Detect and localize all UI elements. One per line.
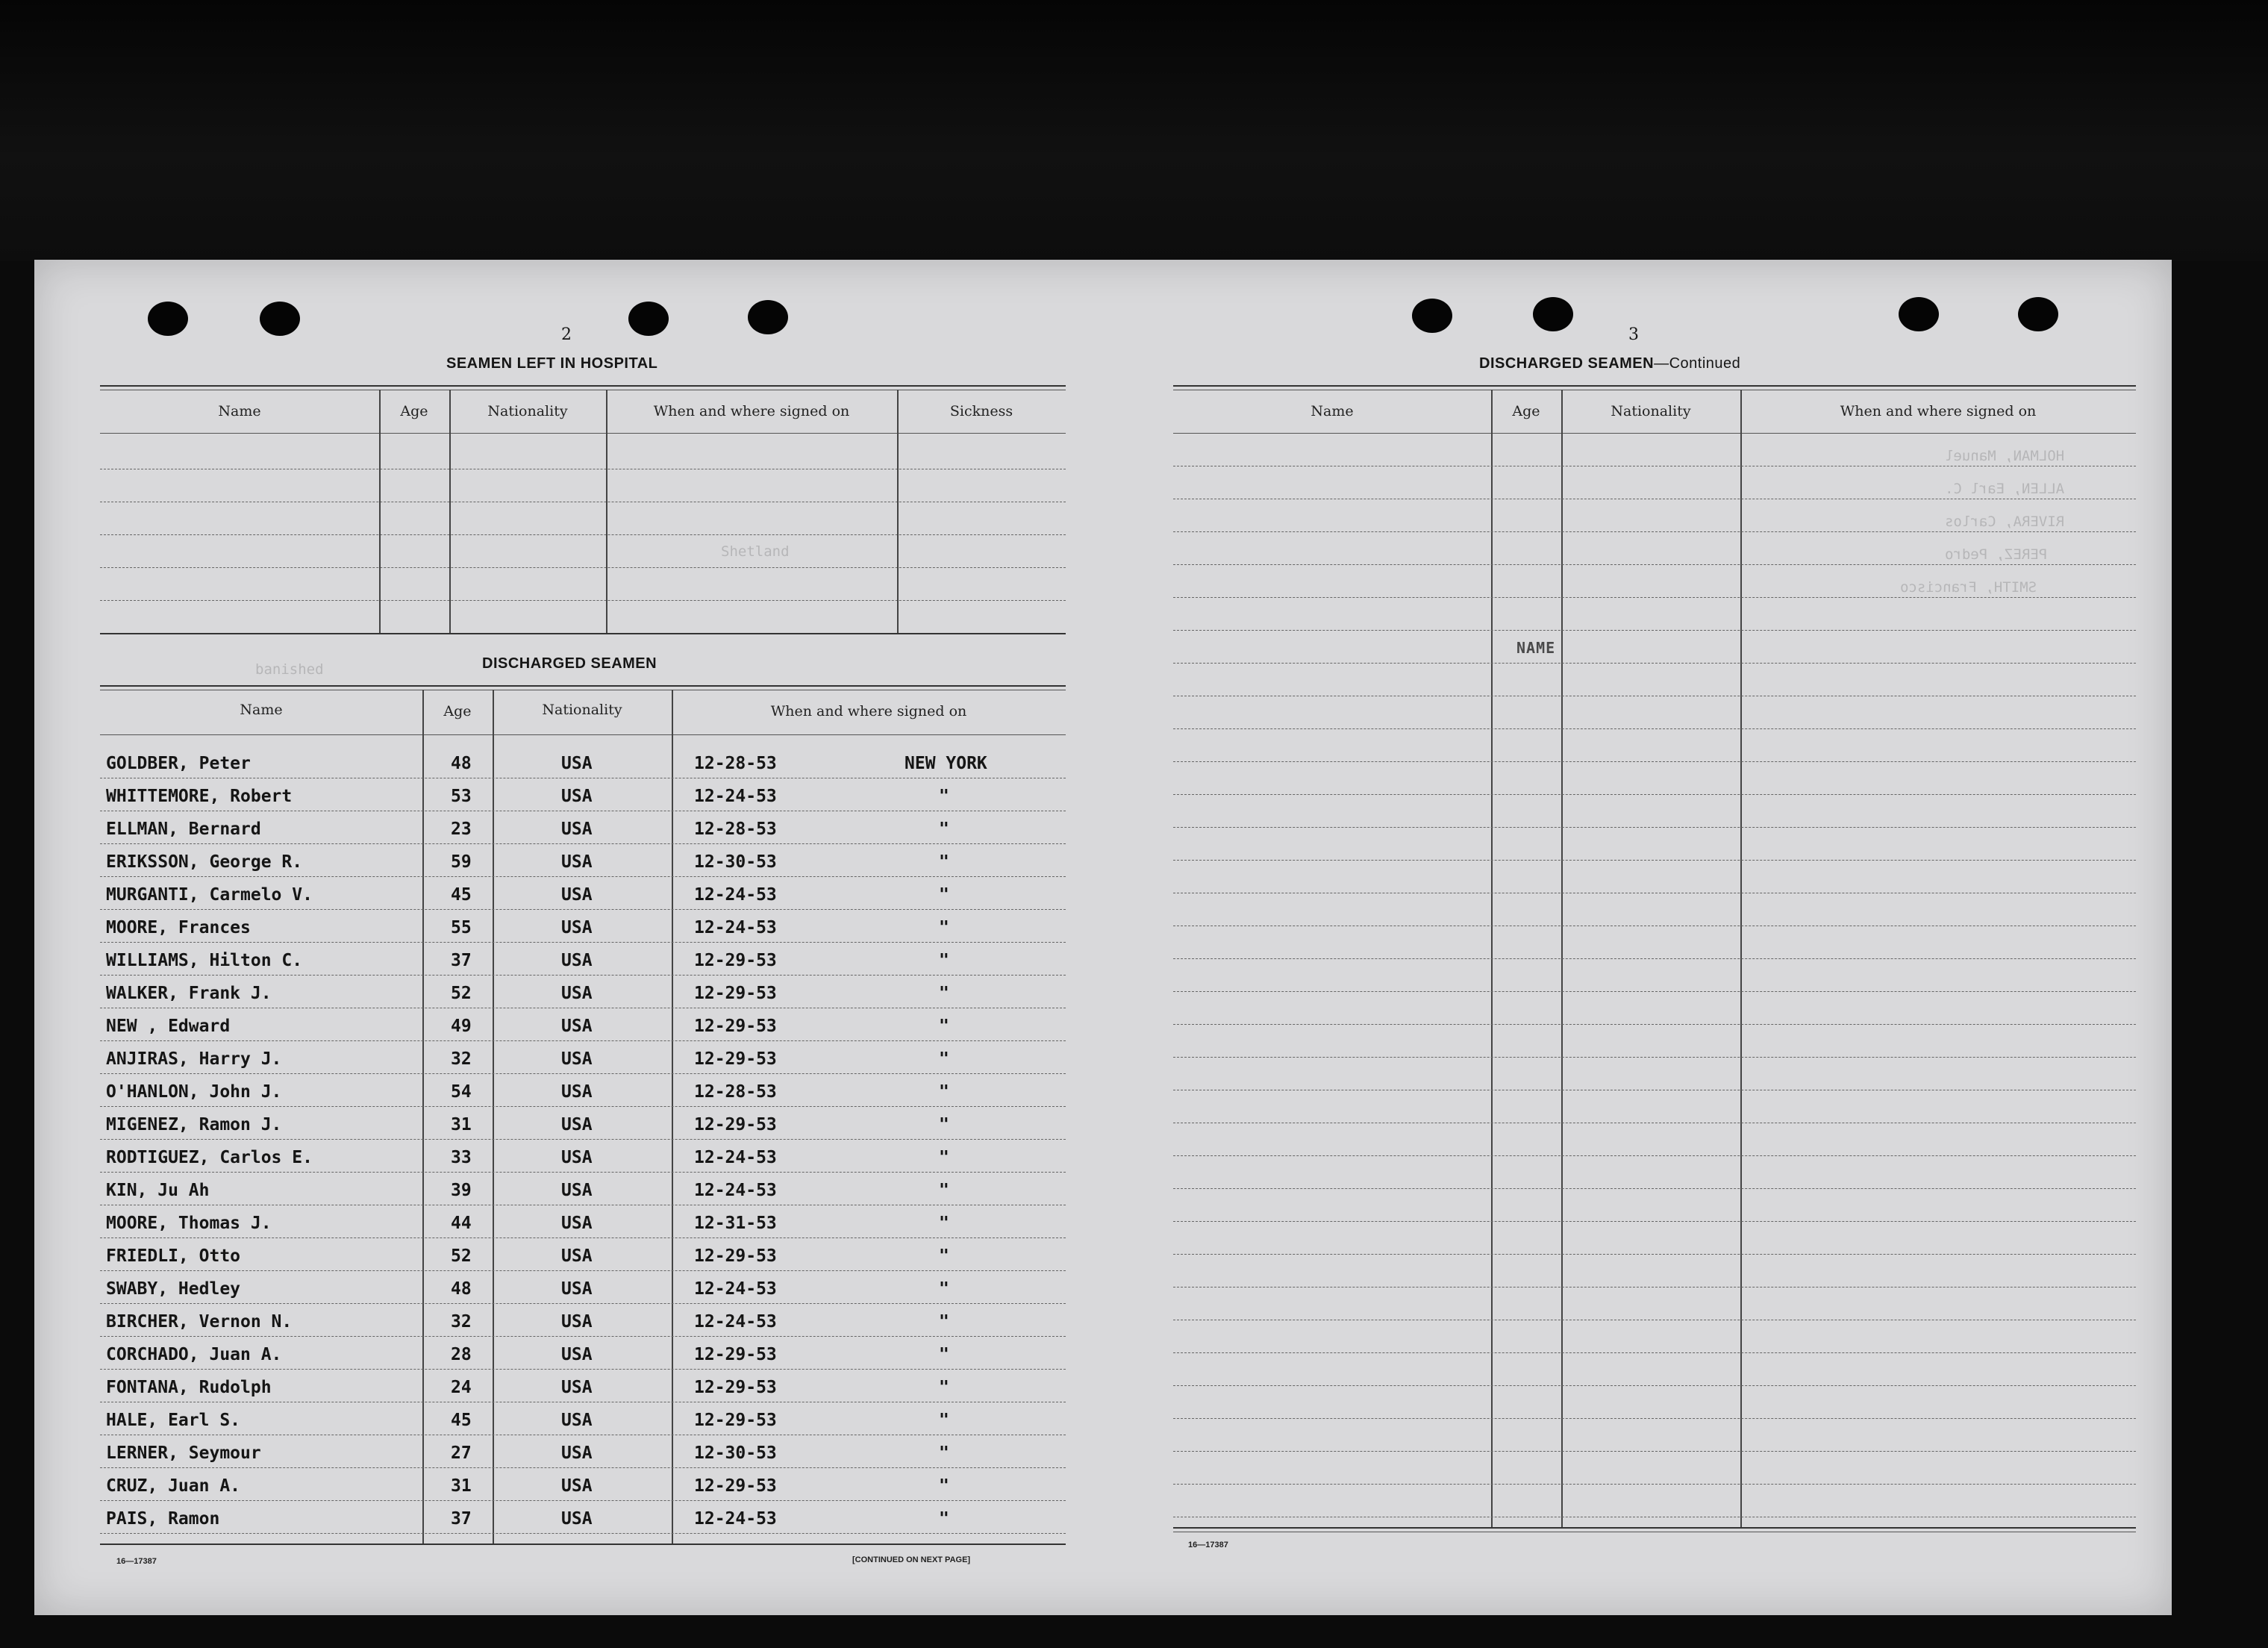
seaman-signed-on-place: " [939,1476,949,1496]
seaman-name: SWABY, Hedley [106,1279,241,1299]
row-rule [100,1172,1066,1173]
seaman-signed-on-date: 12-29-53 [694,1476,777,1496]
seaman-signed-on-date: 12-29-53 [694,1049,777,1069]
row-rule [1173,1418,2136,1419]
seaman-nationality: USA [561,1017,593,1036]
column-divider [379,390,381,633]
seaman-signed-on-date: 12-24-53 [694,787,777,806]
seaman-signed-on-date: 12-28-53 [694,1082,777,1102]
scan-background [0,0,2268,261]
column-divider [672,690,673,1544]
seaman-age: 48 [451,1279,472,1299]
seaman-nationality: USA [561,1509,593,1529]
row-rule [1173,991,2136,992]
seaman-nationality: USA [561,1214,593,1233]
column-divider [897,390,899,633]
rule [1173,433,2136,434]
seaman-name: NEW , Edward [106,1017,231,1036]
bleed-through-text: PEREZ, Pedro [1945,546,2048,563]
row-rule [1173,728,2136,729]
seaman-nationality: USA [561,1411,593,1430]
seaman-signed-on-date: 12-24-53 [694,1148,777,1167]
bleed-through-text: ALLEN, Earl C. [1945,481,2065,497]
row-rule [1173,1484,2136,1485]
seaman-age: 52 [451,1246,472,1266]
discharged-col-signed-on: When and where signed on [770,703,967,720]
seaman-signed-on-date: 12-30-53 [694,1443,777,1463]
seaman-name: WHITTEMORE, Robert [106,787,293,806]
row-rule [1173,1221,2136,1222]
row-rule [1173,663,2136,664]
seaman-nationality: USA [561,787,593,806]
seaman-signed-on-place: " [939,1181,949,1200]
seaman-signed-on-place: " [939,852,949,872]
seaman-signed-on-place: " [939,1345,949,1364]
rule [100,534,1066,535]
punch-hole [2018,297,2058,331]
seaman-name: MIGENEZ, Ramon J. [106,1115,282,1134]
seaman-age: 55 [451,918,472,937]
seaman-signed-on-date: 12-29-53 [694,1378,777,1397]
bleed-through-text: HOLMAN, Manuel [1945,448,2065,464]
row-rule [1173,597,2136,598]
continued-title-main: DISCHARGED SEAMEN [1479,355,1655,372]
seaman-age: 59 [451,852,472,872]
seaman-nationality: USA [561,1148,593,1167]
seaman-signed-on-place: " [939,1148,949,1167]
row-rule [100,1467,1066,1468]
document-sheet [34,260,2172,1615]
row-rule [100,1303,1066,1304]
seaman-signed-on-place: " [939,918,949,937]
bleed-through-text: banished [255,661,324,678]
seaman-nationality: USA [561,1115,593,1134]
seaman-nationality: USA [561,951,593,970]
seaman-age: 37 [451,951,472,970]
seaman-signed-on-date: 12-29-53 [694,1246,777,1266]
seaman-name: ELLMAN, Bernard [106,820,261,839]
form-number: 16—17387 [116,1557,157,1566]
column-divider [493,690,494,1544]
seaman-age: 32 [451,1049,472,1069]
bleed-through-text: Shetland [721,543,790,560]
seaman-name: CORCHADO, Juan A. [106,1345,282,1364]
seaman-signed-on-place: " [939,1411,949,1430]
row-rule [1173,827,2136,828]
seaman-nationality: USA [561,885,593,905]
seaman-signed-on-date: 12-24-53 [694,918,777,937]
seaman-signed-on-place: " [939,1443,949,1463]
seaman-signed-on-place: " [939,1115,949,1134]
hospital-section-title: SEAMEN LEFT IN HOSPITAL [446,355,658,372]
rule [100,734,1066,735]
seaman-signed-on-place: " [939,1049,949,1069]
hospital-col-signed-on: When and where signed on [653,403,850,419]
row-rule [100,1369,1066,1370]
seaman-name: PAIS, Ramon [106,1509,220,1529]
seaman-name: WILLIAMS, Hilton C. [106,951,303,970]
seaman-age: 32 [451,1312,472,1332]
seaman-nationality: USA [561,852,593,872]
page-number: 3 [1628,325,1639,344]
hospital-col-sickness: Sickness [949,403,1013,419]
row-rule [1173,761,2136,762]
continued-col-name: Name [1310,403,1354,419]
seaman-nationality: USA [561,1246,593,1266]
seaman-age: 45 [451,1411,472,1430]
seaman-signed-on-date: 12-29-53 [694,1017,777,1036]
seaman-signed-on-place: NEW YORK [905,754,987,773]
row-rule [1173,1287,2136,1288]
row-rule [1173,564,2136,565]
seaman-signed-on-place: " [939,820,949,839]
continued-note: [CONTINUED ON NEXT PAGE] [852,1555,971,1564]
seaman-signed-on-place: " [939,1246,949,1266]
page-number: 2 [561,325,572,344]
column-divider [449,390,451,633]
row-rule [1173,794,2136,795]
row-rule [100,876,1066,877]
seaman-signed-on-place: " [939,1509,949,1529]
seaman-name: HALE, Earl S. [106,1411,241,1430]
seaman-signed-on-date: 12-30-53 [694,852,777,872]
row-rule [1173,1024,2136,1025]
row-rule [100,942,1066,943]
row-rule [1173,1057,2136,1058]
row-rule [1173,1254,2136,1255]
row-rule [100,1237,1066,1238]
rule [100,633,1066,634]
seaman-signed-on-place: " [939,1378,949,1397]
name-stamp: NAME [1516,639,1556,657]
seaman-name: RODTIGUEZ, Carlos E. [106,1148,313,1167]
row-rule [1173,958,2136,959]
seaman-signed-on-place: " [939,984,949,1003]
punch-hole [260,302,300,336]
seaman-signed-on-date: 12-29-53 [694,951,777,970]
row-rule [100,1336,1066,1337]
seaman-age: 45 [451,885,472,905]
row-rule [1173,1352,2136,1353]
seaman-nationality: USA [561,820,593,839]
row-rule [100,975,1066,976]
row-rule [100,1500,1066,1501]
seaman-signed-on-place: " [939,1312,949,1332]
seaman-age: 54 [451,1082,472,1102]
discharged-col-age: Age [443,703,472,720]
seaman-signed-on-date: 12-29-53 [694,1345,777,1364]
continued-col-age: Age [1512,403,1540,419]
seaman-name: WALKER, Frank J. [106,984,272,1003]
row-rule [1173,1385,2136,1386]
seaman-nationality: USA [561,984,593,1003]
punch-hole [1533,297,1573,331]
bleed-through-text: SMITH, Francisco [1900,579,2037,596]
seaman-name: KIN, Ju Ah [106,1181,210,1200]
rule [1173,385,2136,387]
row-rule [1173,531,2136,532]
seaman-signed-on-date: 12-24-53 [694,1279,777,1299]
bleed-through-text: RIVERA, Carlos [1945,514,2065,530]
row-rule [1173,1188,2136,1189]
seaman-name: MURGANTI, Carmelo V. [106,885,313,905]
continued-col-signed-on: When and where signed on [1840,403,2037,419]
seaman-nationality: USA [561,754,593,773]
seaman-name: ERIKSSON, George R. [106,852,303,872]
discharged-col-name: Name [240,702,283,718]
row-rule [100,909,1066,910]
seaman-signed-on-place: " [939,1017,949,1036]
discharged-col-nationality: Nationality [542,702,622,718]
seaman-signed-on-place: " [939,1082,949,1102]
seaman-age: 31 [451,1115,472,1134]
seaman-age: 44 [451,1214,472,1233]
seaman-signed-on-place: " [939,951,949,970]
seaman-nationality: USA [561,1443,593,1463]
seaman-nationality: USA [561,1378,593,1397]
discharged-section-title: DISCHARGED SEAMEN [482,655,657,672]
punch-hole [1412,299,1452,333]
seaman-nationality: USA [561,1476,593,1496]
row-rule [100,1040,1066,1041]
seaman-nationality: USA [561,1181,593,1200]
seaman-signed-on-date: 12-24-53 [694,1181,777,1200]
seaman-nationality: USA [561,1279,593,1299]
seaman-nationality: USA [561,1049,593,1069]
seaman-name: FRIEDLI, Otto [106,1246,241,1266]
seaman-name: MOORE, Frances [106,918,251,937]
seaman-age: 48 [451,754,472,773]
seaman-signed-on-date: 12-24-53 [694,1312,777,1332]
seaman-age: 37 [451,1509,472,1529]
hospital-col-nationality: Nationality [487,403,568,419]
continued-section-title [1479,355,1740,372]
seaman-age: 23 [451,820,472,839]
seaman-name: BIRCHER, Vernon N. [106,1312,293,1332]
row-rule [1173,1155,2136,1156]
seaman-age: 33 [451,1148,472,1167]
seaman-nationality: USA [561,1082,593,1102]
rule [100,600,1066,601]
seaman-signed-on-date: 12-29-53 [694,984,777,1003]
rule [100,567,1066,568]
seaman-signed-on-place: " [939,1214,949,1233]
seaman-age: 24 [451,1378,472,1397]
seaman-name: MOORE, Thomas J. [106,1214,272,1233]
seaman-nationality: USA [561,918,593,937]
seaman-signed-on-date: 12-24-53 [694,885,777,905]
row-rule [100,843,1066,844]
seaman-signed-on-date: 12-29-53 [694,1115,777,1134]
seaman-signed-on-place: " [939,1279,949,1299]
row-rule [100,1139,1066,1140]
rule [1173,1527,2136,1529]
seaman-signed-on-date: 12-28-53 [694,820,777,839]
seaman-name: O'HANLON, John J. [106,1082,282,1102]
seaman-age: 52 [451,984,472,1003]
row-rule [100,1073,1066,1074]
hospital-col-name: Name [218,403,261,419]
seaman-name: CRUZ, Juan A. [106,1476,241,1496]
continued-title-suffix: —Continued [1654,355,1741,372]
rule [100,385,1066,387]
form-number: 16—17387 [1188,1541,1228,1549]
seaman-signed-on-date: 12-24-53 [694,1509,777,1529]
column-divider [422,690,424,1544]
seaman-nationality: USA [561,1345,593,1364]
seaman-age: 28 [451,1345,472,1364]
seaman-name: GOLDBER, Peter [106,754,251,773]
row-rule [1173,860,2136,861]
row-rule [1173,1451,2136,1452]
seaman-age: 49 [451,1017,472,1036]
seaman-nationality: USA [561,1312,593,1332]
punch-hole [148,302,188,336]
seaman-signed-on-place: " [939,787,949,806]
row-rule [1173,630,2136,631]
hospital-col-age: Age [400,403,428,419]
rule [100,685,1066,687]
punch-hole [1899,297,1939,331]
continued-col-nationality: Nationality [1611,403,1691,419]
seaman-signed-on-place: " [939,885,949,905]
row-rule [100,1533,1066,1534]
seaman-signed-on-date: 12-29-53 [694,1411,777,1430]
seaman-name: LERNER, Seymour [106,1443,261,1463]
rule [100,1544,1066,1545]
row-rule [100,1106,1066,1107]
punch-hole [748,300,788,334]
punch-hole [628,302,669,336]
rule [100,433,1066,434]
seaman-signed-on-date: 12-28-53 [694,754,777,773]
seaman-name: ANJIRAS, Harry J. [106,1049,282,1069]
seaman-name: FONTANA, Rudolph [106,1378,272,1397]
seaman-age: 27 [451,1443,472,1463]
seaman-age: 53 [451,787,472,806]
seaman-age: 39 [451,1181,472,1200]
seaman-age: 31 [451,1476,472,1496]
seaman-signed-on-date: 12-31-53 [694,1214,777,1233]
row-rule [100,1270,1066,1271]
column-divider [606,390,607,633]
